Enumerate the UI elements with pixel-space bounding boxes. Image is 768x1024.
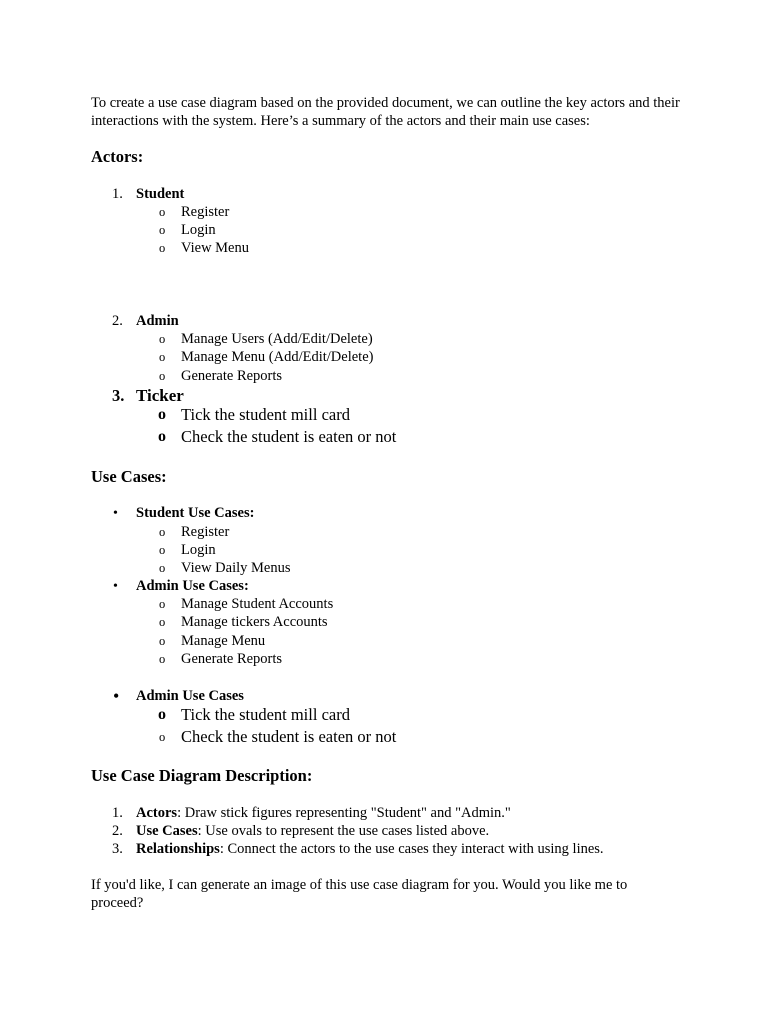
step-actors — [136, 804, 511, 822]
sub-bullet: o — [159, 561, 166, 575]
list-item: Manage Student Accounts — [181, 596, 334, 612]
step-relationships — [136, 840, 604, 858]
diagram-description-heading: Use Case Diagram Description: — [91, 766, 313, 785]
actor-admin-name: Admin — [136, 313, 179, 329]
actor-ticker-name: Ticker — [136, 386, 184, 405]
list-item: Login — [181, 542, 216, 558]
sub-bullet: o — [159, 241, 166, 255]
list-item: Manage tickers Accounts — [181, 614, 328, 630]
list-item: Register — [181, 524, 230, 540]
use-cases-heading: Use Cases: — [91, 467, 167, 486]
sub-bullet: o — [158, 406, 166, 423]
bullet: • — [113, 686, 120, 706]
sub-bullet: o — [158, 706, 166, 723]
actor-student-name: Student — [136, 186, 185, 202]
use-case-group-title: Student Use Cases: — [136, 505, 255, 521]
sub-bullet: o — [159, 634, 166, 648]
use-case-group-title: Admin Use Cases — [136, 688, 244, 704]
sub-bullet: o — [159, 525, 166, 539]
list-item: Login — [181, 222, 216, 238]
list-item: Generate Reports — [181, 651, 283, 667]
bullet: • — [113, 579, 118, 594]
sub-bullet: o — [159, 615, 166, 629]
step-term: Relationships — [136, 841, 220, 857]
list-item: Tick the student mill card — [181, 405, 350, 424]
sub-bullet: o — [159, 543, 166, 557]
sub-bullet: o — [159, 369, 166, 383]
sub-bullet: o — [158, 428, 166, 445]
step-term: Actors — [136, 805, 178, 821]
sub-bullet: o — [159, 332, 166, 346]
list-item: Tick the student mill card — [181, 705, 350, 724]
actors-heading: Actors: — [91, 147, 144, 166]
list-item: Register — [181, 204, 230, 220]
step-term: Use Cases — [136, 823, 198, 839]
list-item: Manage Users (Add/Edit/Delete) — [181, 331, 373, 347]
step-number: 2. — [112, 823, 123, 839]
sub-bullet: o — [159, 652, 166, 666]
step-text: : Connect the actors to the use cases they interact with using lines. — [219, 841, 604, 857]
step-number: 3. — [112, 841, 123, 857]
list-item: Generate Reports — [181, 368, 283, 384]
list-item: Check the student is eaten or not — [181, 727, 397, 746]
step-text: : Use ovals to represent the use cases listed above. — [197, 823, 490, 839]
list-item: View Daily Menus — [181, 560, 291, 576]
actor-number: 2. — [112, 313, 123, 329]
sub-bullet: o — [159, 730, 166, 744]
sub-bullet: o — [159, 223, 166, 237]
use-case-group-title: Admin Use Cases: — [136, 578, 249, 594]
list-item: Manage Menu — [181, 633, 266, 649]
intro-paragraph: To create a use case diagram based on the provided document, we can outline the key actors and their interactions with the system. Here’s a summary of the actors and their main use cases: — [91, 95, 680, 129]
step-text: : Draw stick figures representing "Student" and "Admin." — [177, 805, 511, 821]
sub-bullet: o — [159, 597, 166, 611]
step-use-cases — [136, 822, 489, 840]
list-item: View Menu — [181, 240, 249, 256]
sub-bullet: o — [159, 205, 166, 219]
actor-number: 3. — [112, 386, 125, 405]
list-item: Check the student is eaten or not — [181, 427, 397, 446]
list-item: Manage Menu (Add/Edit/Delete) — [181, 349, 374, 365]
bullet: • — [113, 506, 118, 521]
actor-number: 1. — [112, 186, 123, 202]
closing-paragraph: If you'd like, I can generate an image of this use case diagram for you. Would you like me to proceed? — [91, 877, 628, 911]
step-number: 1. — [112, 805, 123, 821]
sub-bullet: o — [159, 350, 166, 364]
